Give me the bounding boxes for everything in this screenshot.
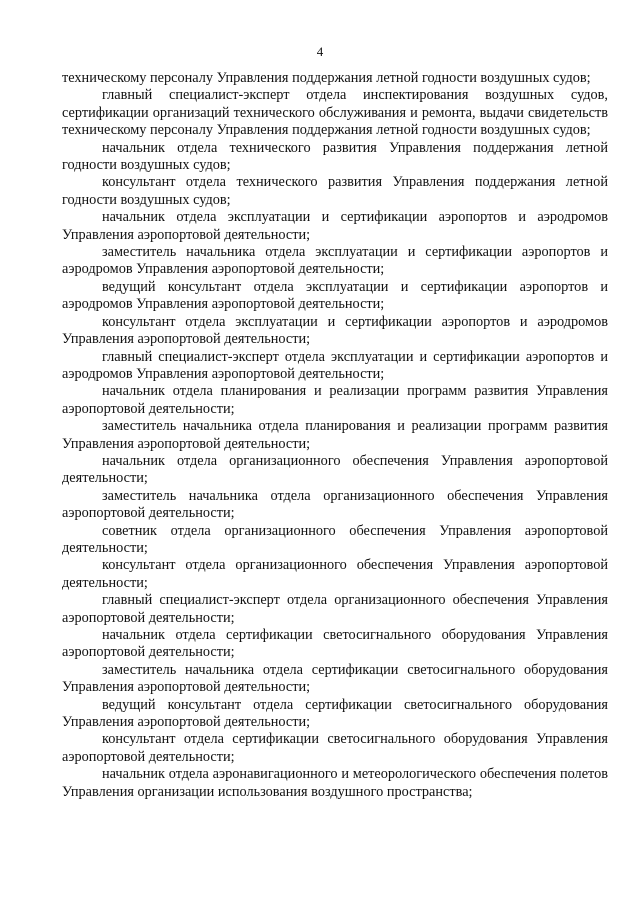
paragraph: консультант отдела сертификации светосигнального оборудования Управления аэропортовой деятельности;	[62, 731, 608, 765]
paragraph: начальник отдела технического развития Управления поддержания летной годности воздушных судов;	[62, 139, 608, 174]
paragraph: техническому персоналу Управления поддержания летной годности воздушных судов;	[62, 70, 591, 86]
paragraph: ведущий консультант отдела эксплуатации и сертификации аэропортов и аэродромов Управления аэропортовой деятельности;	[62, 278, 608, 313]
page-number: 4	[316, 44, 324, 59]
paragraph: заместитель начальника отдела организационного обеспечения Управления аэропортовой деятельности;	[62, 487, 608, 522]
paragraph: начальник отдела организационного обеспечения Управления аэропортовой деятельности;	[62, 452, 608, 487]
paragraph: консультант отдела организационного обеспечения Управления аэропортовой деятельности;	[62, 557, 608, 591]
paragraph: советник отдела организационного обеспечения Управления аэропортовой деятельности;	[62, 522, 608, 556]
paragraph: начальник отдела планирования и реализации программ развития Управления аэропортовой деятельности;	[62, 383, 608, 417]
paragraph: начальник отдела эксплуатации и сертификации аэропортов и аэродромов Управления аэропортовой деятельности;	[62, 209, 608, 243]
paragraph: консультант отдела эксплуатации и сертификации аэропортов и аэродромов Управления аэропортовой деятельности;	[62, 313, 608, 348]
paragraph: главный специалист-эксперт отдела эксплуатации и сертификации аэропортов и аэродромов Управления аэропортовой деятельности;	[62, 348, 608, 382]
document-body	[62, 70, 608, 801]
paragraph: заместитель начальника отдела сертификации светосигнального оборудования Управления аэропортовой деятельности;	[62, 661, 608, 696]
paragraph: ведущий консультант отдела сертификации светосигнального оборудования Управления аэропортовой деятельности;	[62, 696, 608, 731]
paragraph: заместитель начальника отдела планирования и реализации программ развития Управления аэропортовой деятельности;	[62, 418, 608, 452]
paragraph: главный специалист-эксперт отдела инспектирования воздушных судов, сертификации организаций технического обслуживания и ремонта, выдачи свидетельств техническому персоналу Управления поддержания летной годности воздушных судов;	[62, 87, 608, 139]
paragraph: заместитель начальника отдела эксплуатации и сертификации аэропортов и аэродромов Управления аэропортовой деятельности;	[62, 244, 608, 278]
paragraph: начальник отдела сертификации светосигнального оборудования Управления аэропортовой деятельности;	[62, 627, 608, 661]
paragraph: главный специалист-эксперт отдела организационного обеспечения Управления аэропортовой деятельности;	[62, 592, 608, 626]
paragraph: консультант отдела технического развития Управления поддержания летной годности воздушных судов;	[62, 174, 608, 208]
paragraph: начальник отдела аэронавигационного и метеорологического обеспечения полетов Управления организации использования воздушного пространства;	[62, 766, 608, 800]
